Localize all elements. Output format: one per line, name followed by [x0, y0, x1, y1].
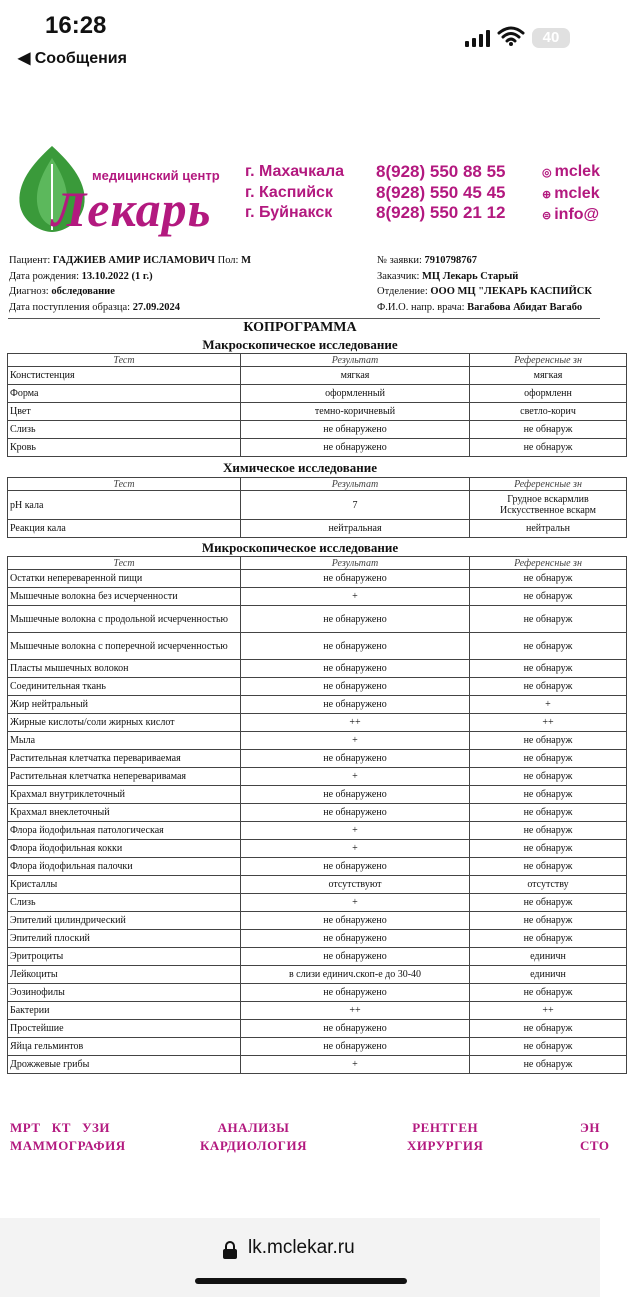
field-label: № заявки: [377, 255, 425, 266]
table-row [8, 804, 627, 822]
result-cell: не обнаружено [241, 660, 470, 678]
city: г. Буйнакск [245, 204, 333, 221]
table-row [8, 930, 627, 948]
result-cell: не обнаружено [241, 439, 470, 457]
reference-cell: + [470, 696, 627, 714]
test-name-cell: Эпителий цилиндрический [8, 912, 241, 930]
table-row [8, 840, 627, 858]
test-name-cell: Кровь [8, 439, 241, 457]
status-time: 16:28 [45, 12, 107, 39]
result-cell: мягкая [241, 367, 470, 385]
field-label: Диагноз: [9, 286, 52, 297]
test-name-cell: Мышечные волокна с поперечной исчерченностью [8, 633, 241, 660]
test-name-cell: Мышечные волокна с продольной исчерченностью [8, 606, 241, 633]
logo-wordmark: Лекарь [52, 181, 212, 237]
col-ref: Референсные зн [470, 354, 627, 367]
reference-cell: не обнаруж [470, 858, 627, 876]
phone: 8(928) 550 88 55 [376, 162, 506, 181]
reference-cell: ++ [470, 1002, 627, 1020]
table-row [8, 714, 627, 732]
footer-line: МРТ КТ УЗИ [10, 1120, 110, 1135]
table-row [8, 606, 627, 633]
test-name-cell: Эозинофилы [8, 984, 241, 1002]
test-name-cell: Жир нейтральный [8, 696, 241, 714]
email-icon: ⊜ [542, 210, 552, 222]
field-label: Дата поступления образца: [9, 301, 133, 313]
footer-line: АНАЛИЗЫ [217, 1120, 290, 1135]
col-test: Тест [8, 354, 241, 367]
patient-info-right [377, 253, 592, 315]
contact: mclek [554, 163, 600, 180]
patient-name: ГАДЖИЕВ АМИР ИСЛАМОВИЧ [52, 255, 215, 266]
footer-line: РЕНТГЕН [412, 1120, 479, 1135]
reference-cell: не обнаруж [470, 894, 627, 912]
table-row [8, 439, 627, 457]
table-row [8, 984, 627, 1002]
table-row [8, 1056, 627, 1074]
footer-line: МАММОГРАФИЯ [10, 1138, 126, 1153]
test-name-cell: Простейшие [8, 1020, 241, 1038]
chem-section-title: Химическое исследование [222, 460, 378, 475]
test-name-cell: Эпителий плоский [8, 930, 241, 948]
test-name-cell: pH кала [8, 491, 241, 520]
footer-services-2 [200, 1119, 307, 1155]
reference-cell: единичн [470, 966, 627, 984]
reference-cell: не обнаруж [470, 984, 627, 1002]
result-cell: 7 [241, 491, 470, 520]
reference-cell: не обнаруж [470, 1056, 627, 1074]
table-row [8, 894, 627, 912]
lab-report-document [0, 140, 610, 1220]
table-row [8, 750, 627, 768]
table-row [8, 876, 627, 894]
contact: info@ [554, 206, 600, 223]
logo-subtitle: медицинский центр [92, 168, 220, 183]
table-row [8, 822, 627, 840]
table-row [8, 660, 627, 678]
reference-cell: не обнаруж [470, 633, 627, 660]
diagnosis: обследование [51, 286, 115, 297]
reference-cell: мягкая [470, 367, 627, 385]
test-name-cell: Растительная клетчатка непереваривамая [8, 768, 241, 786]
table-row [8, 588, 627, 606]
micro-table [7, 556, 627, 1074]
footer-services-1 [10, 1119, 126, 1155]
micro-section-title: Микроскопическое исследование [201, 540, 399, 555]
result-cell: не обнаружено [241, 930, 470, 948]
result-cell: не обнаружено [241, 786, 470, 804]
status-bar [0, 0, 600, 80]
result-cell: не обнаружено [241, 1038, 470, 1056]
reference-cell: не обнаруж [470, 822, 627, 840]
test-name-cell: Растительная клетчатка перевариваемая [8, 750, 241, 768]
phone: 8(928) 550 21 12 [376, 203, 506, 222]
result-cell: не обнаружено [241, 750, 470, 768]
test-name-cell: Крахмал внутриклеточный [8, 786, 241, 804]
test-name-cell: Остатки непереваренной пищи [8, 570, 241, 588]
result-cell: не обнаружено [241, 696, 470, 714]
result-cell: ++ [241, 714, 470, 732]
result-cell: отсутствуют [241, 876, 470, 894]
test-name-cell: Форма [8, 385, 241, 403]
table-header [8, 557, 627, 570]
result-cell: + [241, 588, 470, 606]
city: г. Каспийск [245, 183, 333, 201]
reference-cell: не обнаруж [470, 588, 627, 606]
result-cell: + [241, 894, 470, 912]
table-row [8, 633, 627, 660]
reference-cell: не обнаруж [470, 840, 627, 858]
col-ref: Референсные зн [470, 557, 627, 570]
instagram-icon: ◎ [542, 167, 552, 179]
table-row [8, 491, 627, 520]
reference-cell: не обнаруж [470, 421, 627, 439]
table-row [8, 421, 627, 439]
battery-level: 40 [542, 29, 560, 46]
field-label: Пациент: [9, 255, 53, 266]
result-cell: в слизи единич.скоп-е до 30-40 [241, 966, 470, 984]
table-row [8, 768, 627, 786]
reference-cell: не обнаруж [470, 912, 627, 930]
result-cell: не обнаружено [241, 570, 470, 588]
test-name-cell: Пласты мышечных волокон [8, 660, 241, 678]
test-name-cell: Соединительная ткань [8, 678, 241, 696]
reference-cell: не обнаруж [470, 768, 627, 786]
reference-cell: не обнаруж [470, 606, 627, 633]
table-row [8, 1002, 627, 1020]
table-row [8, 732, 627, 750]
footer-line: ЭН [580, 1120, 600, 1135]
table-row [8, 1020, 627, 1038]
referring-doctor: Вагабова Абидат Вагабо [467, 301, 583, 313]
city: г. Махачкала [245, 163, 345, 180]
department: ООО МЦ "ЛЕКАРЬ КАСПИЙСК [430, 286, 593, 297]
test-name-cell: Бактерии [8, 1002, 241, 1020]
result-cell: не обнаружено [241, 984, 470, 1002]
reference-cell: нейтральн [470, 520, 627, 538]
order-number: 7910798767 [424, 255, 478, 266]
macro-table [7, 353, 627, 457]
table-row [8, 678, 627, 696]
chem-table [7, 477, 627, 538]
test-name-cell: Мыла [8, 732, 241, 750]
test-name-cell: Цвет [8, 403, 241, 421]
test-name-cell: Яйца гельминтов [8, 1038, 241, 1056]
clinic-phones [376, 162, 506, 224]
test-name-cell: Дрожжевые грибы [8, 1056, 241, 1074]
col-test: Тест [8, 557, 241, 570]
field-label: Дата рождения: [9, 270, 82, 282]
reference-cell: не обнаруж [470, 786, 627, 804]
reference-cell: не обнаруж [470, 1020, 627, 1038]
patient-sex: М [241, 255, 252, 266]
test-name-cell: Эритроциты [8, 948, 241, 966]
result-cell: нейтральная [241, 520, 470, 538]
home-indicator[interactable] [195, 1278, 407, 1284]
test-name-cell: Флора йодофильная кокки [8, 840, 241, 858]
result-cell: не обнаружено [241, 421, 470, 439]
url-text[interactable]: lk.mclekar.ru [248, 1237, 355, 1258]
result-cell: не обнаружено [241, 606, 470, 633]
result-cell: + [241, 840, 470, 858]
globe-icon: ⊕ [542, 188, 552, 201]
patient-info-left [9, 253, 251, 315]
col-result: Результат [241, 557, 470, 570]
result-cell: не обнаружено [241, 804, 470, 822]
sample-date: 27.09.2024 [132, 301, 180, 313]
reference-cell: отсутству [470, 876, 627, 894]
table-row [8, 858, 627, 876]
test-name-cell: Мышечные волокна без исчерченности [8, 588, 241, 606]
cellular-signal-icon [465, 30, 493, 48]
reference-cell: единичн [470, 948, 627, 966]
table-row [8, 385, 627, 403]
table-row [8, 786, 627, 804]
result-cell: не обнаружено [241, 678, 470, 696]
table-row [8, 696, 627, 714]
col-result: Результат [241, 354, 470, 367]
footer-line: СТО [580, 1138, 610, 1153]
result-cell: + [241, 822, 470, 840]
table-row [8, 520, 627, 538]
test-name-cell: Флора йодофильная палочки [8, 858, 241, 876]
result-cell: не обнаружено [241, 948, 470, 966]
test-name-cell: Жирные кислоты/соли жирных кислот [8, 714, 241, 732]
result-cell: не обнаружено [241, 912, 470, 930]
reference-cell: не обнаруж [470, 930, 627, 948]
footer-services-4 [580, 1119, 610, 1155]
wifi-icon [498, 26, 524, 46]
result-cell: не обнаружено [241, 1020, 470, 1038]
result-cell: + [241, 732, 470, 750]
col-test: Тест [8, 478, 241, 491]
result-cell: + [241, 1056, 470, 1074]
report-title: КОПРОГРАММА [243, 320, 357, 335]
table-row [8, 1038, 627, 1056]
col-result: Результат [241, 478, 470, 491]
reference-cell: не обнаруж [470, 750, 627, 768]
test-name-cell: Крахмал внеклеточный [8, 804, 241, 822]
contact: mclek [554, 184, 600, 202]
phone: 8(928) 550 45 45 [376, 182, 506, 202]
clinic-cities [245, 162, 344, 224]
lock-icon [222, 1240, 238, 1260]
browser-url-bar[interactable] [0, 1218, 600, 1297]
test-name-cell: Слизь [8, 421, 241, 439]
result-cell: не обнаружено [241, 633, 470, 660]
table-row [8, 912, 627, 930]
table-row [8, 948, 627, 966]
table-row [8, 966, 627, 984]
clinic-contacts [542, 162, 600, 227]
reference-cell: ++ [470, 714, 627, 732]
reference-cell: Грудное вскармлив Искусственное вскарм [470, 491, 627, 520]
field-label: Отделение: [377, 286, 431, 297]
table-row [8, 570, 627, 588]
divider [8, 318, 600, 319]
result-cell: не обнаружено [241, 858, 470, 876]
table-header [8, 354, 627, 367]
reference-cell: оформленн [470, 385, 627, 403]
footer-services-3 [407, 1119, 483, 1155]
test-name-cell: Реакция кала [8, 520, 241, 538]
test-name-cell: Флора йодофильная патологическая [8, 822, 241, 840]
reference-cell: не обнаруж [470, 678, 627, 696]
battery-icon [532, 28, 570, 48]
reference-cell: не обнаруж [470, 439, 627, 457]
reference-cell: не обнаруж [470, 570, 627, 588]
table-row [8, 367, 627, 385]
field-label: Заказчик: [377, 270, 423, 282]
field-label: Ф.И.О. напр. врача: [377, 301, 468, 313]
result-cell: ++ [241, 1002, 470, 1020]
field-label: Пол: [214, 255, 242, 266]
reference-cell: не обнаруж [470, 732, 627, 750]
table-row [8, 403, 627, 421]
reference-cell: светло-корич [470, 403, 627, 421]
birth-date: 13.10.2022 (1 г.) [81, 270, 153, 282]
clinic-logo [12, 144, 237, 237]
footer-line: ХИРУРГИЯ [407, 1138, 484, 1153]
macro-section-title: Макроскопическое исследование [202, 337, 398, 352]
result-cell: оформленный [241, 385, 470, 403]
col-ref: Референсные зн [470, 478, 627, 491]
test-name-cell: Кристаллы [8, 876, 241, 894]
customer: МЦ Лекарь Старый [422, 270, 519, 282]
test-name-cell: Лейкоциты [8, 966, 241, 984]
footer-line: КАРДИОЛОГИЯ [200, 1138, 307, 1153]
reference-cell: не обнаруж [470, 1038, 627, 1056]
test-name-cell: Слизь [8, 894, 241, 912]
table-header [8, 478, 627, 491]
result-cell: темно-коричневый [241, 403, 470, 421]
reference-cell: не обнаруж [470, 660, 627, 678]
test-name-cell: Констистенция [8, 367, 241, 385]
reference-cell: не обнаруж [470, 804, 627, 822]
result-cell: + [241, 768, 470, 786]
back-to-messages-link[interactable]: ◀ Сообщения [18, 50, 127, 67]
